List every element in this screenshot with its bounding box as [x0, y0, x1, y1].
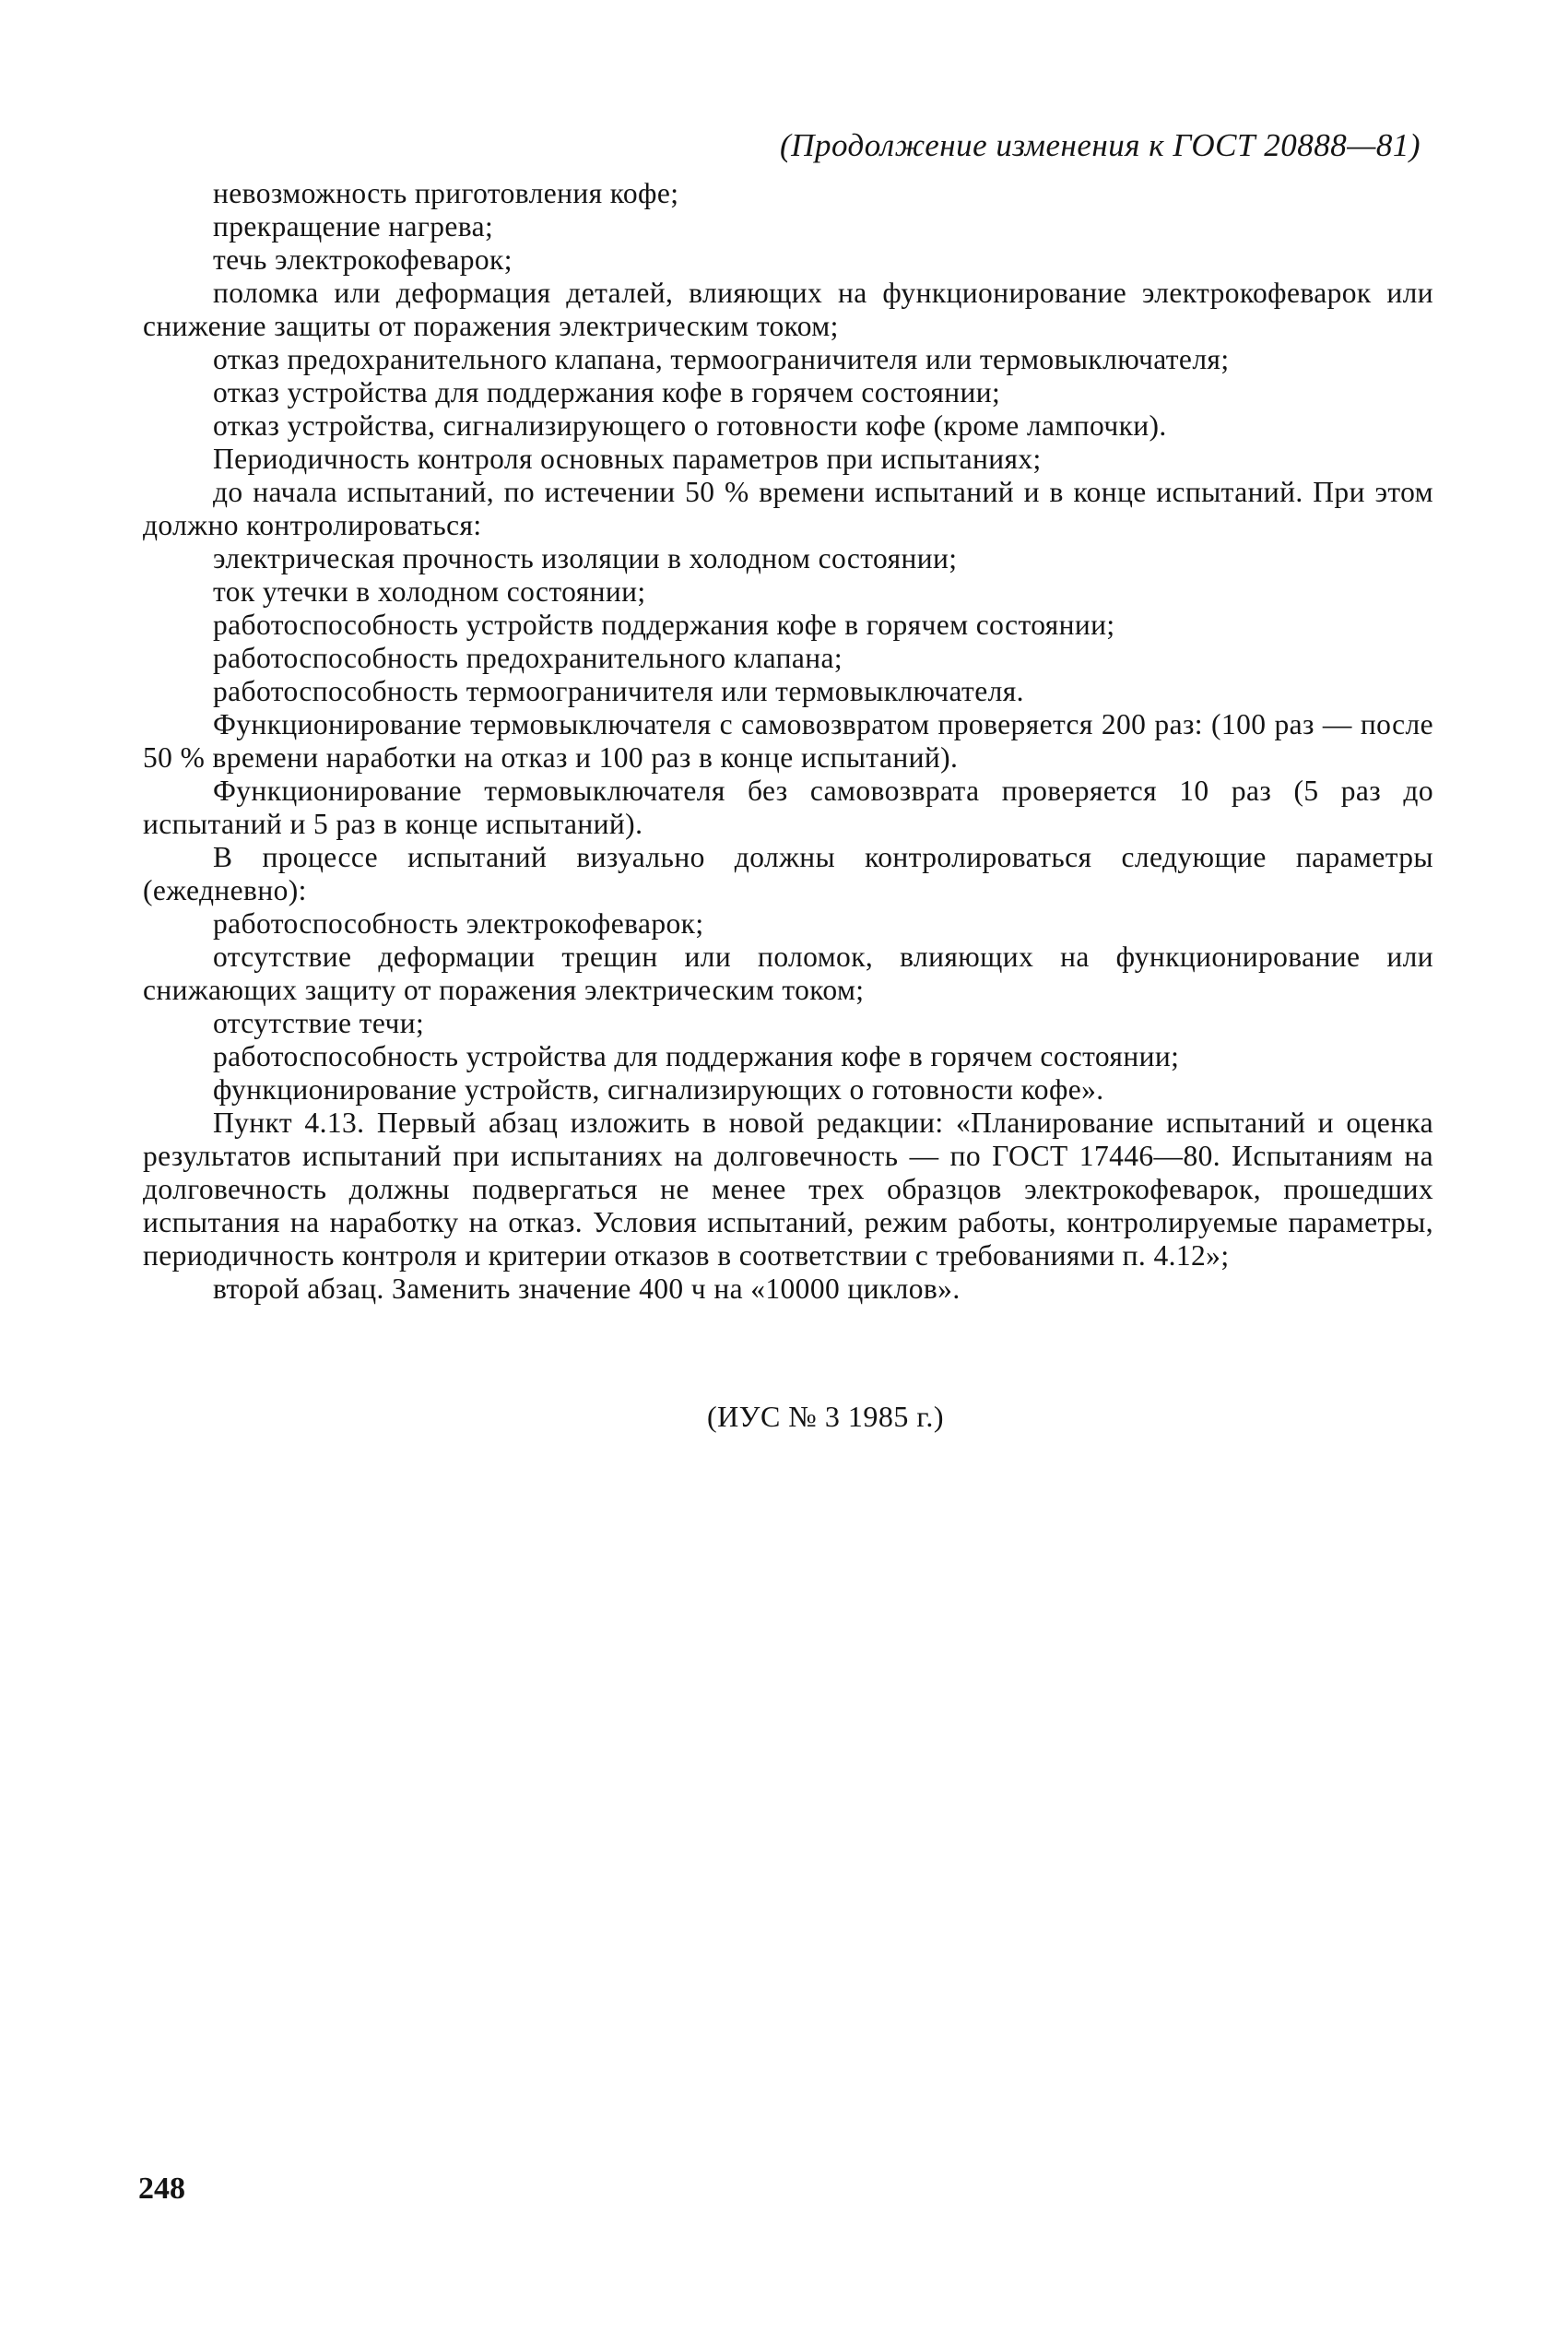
paragraph: невозможность приготовления кофе;: [213, 177, 679, 209]
paragraph: отсутствие течи;: [213, 1007, 425, 1039]
paragraph: отсутствие деформации трещин или поломок, влияющих на функционирование или снижающих защиту от поражения электрическим током;: [143, 941, 1433, 1006]
paragraph: отказ устройства, сигнализирующего о готовности кофе (кроме лампочки).: [213, 409, 1167, 442]
paragraph: Периодичность контроля основных параметров при испытаниях;: [213, 443, 1042, 475]
paragraph: электрическая прочность изоляции в холодном состоянии;: [213, 542, 958, 574]
page-number: 248: [138, 2172, 185, 2206]
paragraph: работоспособность предохранительного клапана;: [213, 642, 843, 674]
source-reference: (ИУС № 3 1985 г.): [707, 1400, 944, 1433]
paragraph: течь электрокофеварок;: [213, 243, 513, 276]
body-text: [143, 177, 1433, 1306]
paragraph: работоспособность устройств поддержания кофе в горячем состоянии;: [213, 609, 1115, 641]
paragraph: работоспособность электрокофеварок;: [213, 907, 704, 940]
paragraph: функционирование устройств, сигнализирующих о готовности кофе».: [213, 1073, 1104, 1106]
paragraph: поломка или деформация деталей, влияющих на функционирование электрокофеварок или снижение защиты от поражения электрическим током;: [143, 277, 1433, 342]
paragraph: прекращение нагрева;: [213, 210, 494, 243]
paragraph: ток утечки в холодном состоянии;: [213, 575, 646, 608]
running-header: (Продолжение изменения к ГОСТ 20888—81): [780, 127, 1421, 163]
paragraph: Пункт 4.13. Первый абзац изложить в новой редакции: «Планирование испытаний и оценка результатов испытаний при испытаниях на долговечность — по ГОСТ 17446—80. Испытаниям на долговечность должны подвергаться не менее трех образцов электрокофеварок, прошедших испытания на наработку на отказ. Условия испытаний, режим работы, контролируемые параметры, периодичность контроля и критерии отказов в соответствии с требованиями п. 4.12»;: [143, 1107, 1433, 1272]
paragraph: работоспособность термоограничителя или термовыключателя.: [213, 675, 1024, 707]
paragraph: до начала испытаний, по истечении 50 % времени испытаний и в конце испытаний. При этом должно контролироваться:: [143, 476, 1433, 541]
paragraph: второй абзац. Заменить значение 400 ч на «10000 циклов».: [213, 1273, 961, 1305]
paragraph: отказ устройства для поддержания кофе в горячем состоянии;: [213, 376, 1001, 408]
paragraph: Функционирование термовыключателя без самовозврата проверяется 10 раз (5 раз до испытаний и 5 раз в конце испытаний).: [143, 775, 1433, 840]
paragraph: В процессе испытаний визуально должны контролироваться следующие параметры (ежедневно):: [143, 841, 1433, 906]
paragraph: работоспособность устройства для поддержания кофе в горячем состоянии;: [213, 1040, 1180, 1072]
paragraph: Функционирование термовыключателя с самовозвратом проверяется 200 раз: (100 раз — после 50 % времени наработки на отказ и 100 раз в конце испытаний).: [143, 708, 1433, 774]
paragraph: отказ предохранительного клапана, термоограничителя или термовыключателя;: [213, 343, 1230, 375]
